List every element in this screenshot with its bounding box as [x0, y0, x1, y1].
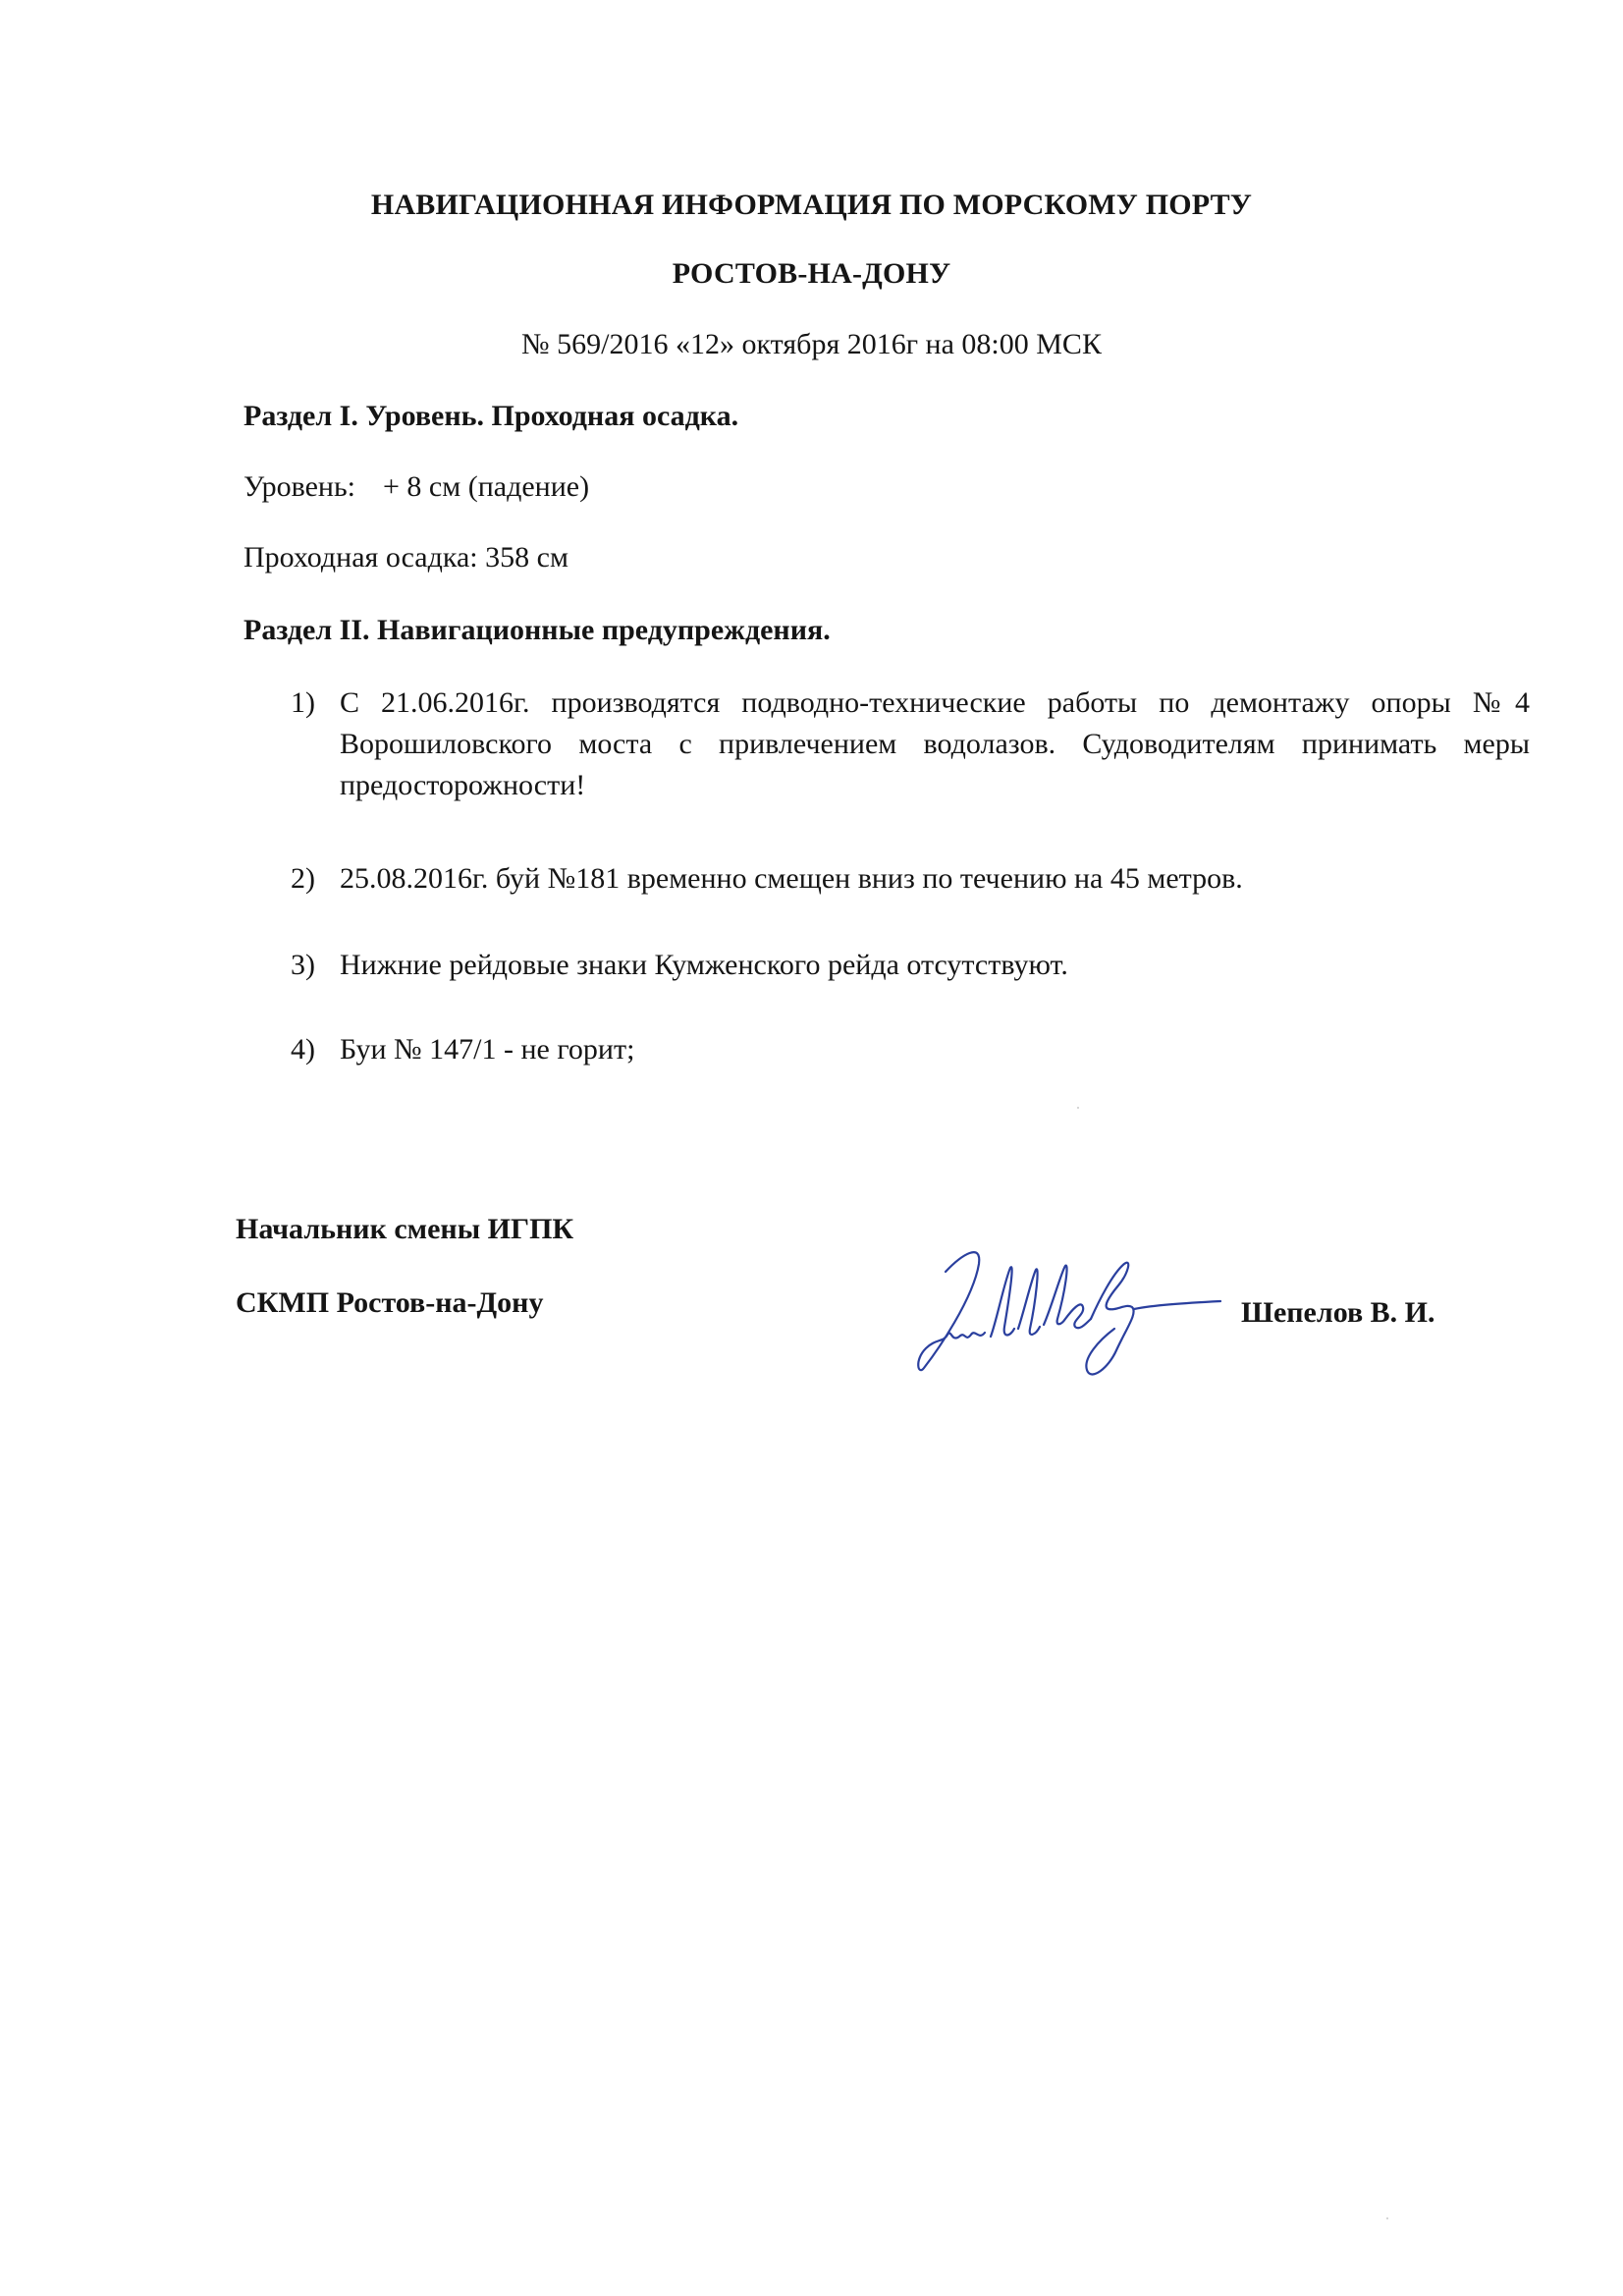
warning-text: Буи № 147/1 - не горит;	[340, 1033, 635, 1066]
document-title-line-1: НАВИГАЦИОННАЯ ИНФОРМАЦИЯ ПО МОРСКОМУ ПОРТУ	[370, 189, 1253, 221]
signatory-position: Начальник смены ИГПК	[236, 1213, 574, 1245]
level-value: + 8 см (падение)	[383, 470, 590, 503]
document-title-line-2: РОСТОВ-НА-ДОНУ	[672, 257, 951, 290]
scan-speck	[1386, 2217, 1388, 2219]
warning-number: 4)	[291, 1033, 315, 1066]
scan-speck	[1077, 1107, 1079, 1109]
signatory-organization: СКМП Ростов-на-Дону	[236, 1286, 544, 1319]
warning-number: 1)	[291, 686, 315, 719]
level-row	[243, 470, 589, 504]
section-2-heading: Раздел II. Навигационные предупреждения.	[243, 614, 831, 646]
draft-row	[243, 541, 568, 574]
handwritten-signature	[908, 1213, 1232, 1390]
draft-label: Проходная осадка:	[243, 541, 478, 574]
draft-value: 358 см	[485, 541, 568, 574]
document-number-date: № 569/2016 «12» октября 2016г на 08:00 МСК	[521, 328, 1102, 360]
signatory-name: Шепелов В. И.	[1241, 1296, 1435, 1329]
warning-text: 25.08.2016г. буй №181 временно смещен вниз по течению на 45 метров.	[340, 862, 1243, 895]
warning-number: 3)	[291, 949, 315, 981]
warning-text: Нижние рейдовые знаки Кумженского рейда отсутствуют.	[340, 949, 1068, 981]
warning-number: 2)	[291, 862, 315, 895]
level-label: Уровень:	[243, 470, 355, 503]
section-1-heading: Раздел I. Уровень. Проходная осадка.	[243, 400, 739, 432]
warning-text: С 21.06.2016г. производятся подводно-технические работы по демонтажу опоры №4 Ворошиловского моста с привлечением водолазов. Судоводителям принимать меры предосторожности!	[340, 686, 1530, 801]
signature-ink	[918, 1252, 1220, 1374]
